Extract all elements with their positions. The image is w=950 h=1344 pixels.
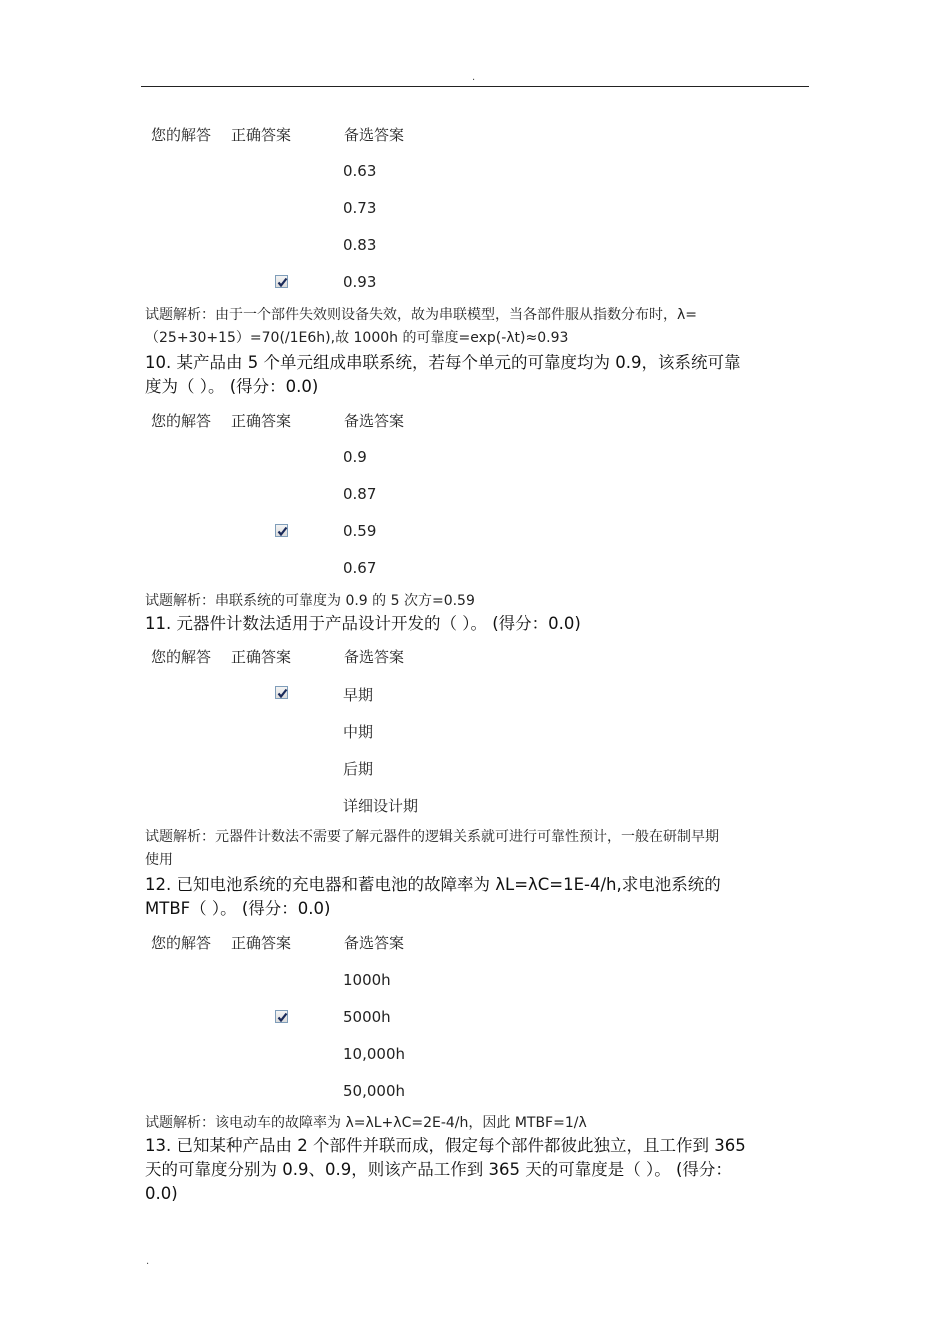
col-correct-answer: 正确答案 (231, 648, 292, 666)
col-your-answer: 您的解答 (151, 648, 212, 666)
option: 0.87 (343, 485, 377, 503)
col-options: 备选答案 (344, 648, 405, 666)
explanation-line: 试题解析：该电动车的故障率为 λ=λL+λC=2E-4/h，因此 MTBF=1/λ (145, 1115, 587, 1131)
correct-checkbox-icon (275, 524, 288, 537)
question-11-explanation (145, 826, 835, 872)
option: 0.67 (343, 559, 377, 577)
question-10-explanation (145, 590, 835, 613)
option: 中期 (343, 723, 374, 741)
explanation-line: （25+30+15）=70(/1E6h),故 1000h 的可靠度=exp(-λt)≈0.93 (145, 330, 569, 346)
option: 0.73 (343, 199, 377, 217)
explanation-line: 试题解析：元器件计数法不需要了解元器件的逻辑关系就可进行可靠性预计，一般在研制早期 (145, 829, 719, 845)
question-13 (145, 1134, 845, 1206)
option: 50,000h (343, 1082, 405, 1100)
col-your-answer: 您的解答 (151, 412, 212, 430)
question-text: 度为（ ）。 (得分：0.0) (145, 377, 319, 396)
col-correct-answer: 正确答案 (231, 126, 292, 144)
col-options: 备选答案 (344, 934, 405, 952)
question-12 (145, 873, 845, 921)
explanation-line: 试题解析：串联系统的可靠度为 0.9 的 5 次方=0.59 (145, 593, 475, 609)
col-your-answer: 您的解答 (151, 934, 212, 952)
option: 0.9 (343, 448, 367, 466)
explanation-line: 使用 (145, 852, 173, 868)
option: 早期 (343, 686, 374, 704)
question-text: 天的可靠度分别为 0.9、0.9，则该产品工作到 365 天的可靠度是（ ）。 (得分： (145, 1160, 732, 1179)
correct-checkbox-icon (275, 275, 288, 288)
option: 详细设计期 (343, 797, 419, 815)
option: 1000h (343, 971, 391, 989)
question-text: MTBF（ ）。 (得分：0.0) (145, 899, 331, 918)
col-correct-answer: 正确答案 (231, 934, 292, 952)
col-your-answer: 您的解答 (151, 126, 212, 144)
header-dot: . (472, 72, 476, 83)
option: 0.83 (343, 236, 377, 254)
question-10 (145, 351, 845, 399)
question-text: 10. 某产品由 5 个单元组成串联系统，若每个单元的可靠度均为 0.9，该系统可靠 (145, 353, 741, 372)
option: 0.59 (343, 522, 377, 540)
option: 5000h (343, 1008, 391, 1026)
question-9-explanation (145, 304, 835, 350)
correct-checkbox-icon (275, 1010, 288, 1023)
option: 0.93 (343, 273, 377, 291)
question-11 (145, 612, 845, 636)
question-text: 12. 已知电池系统的充电器和蓄电池的故障率为 λL=λC=1E-4/h,求电池系统的 (145, 875, 721, 894)
correct-checkbox-icon (275, 686, 288, 699)
header-rule (141, 86, 809, 87)
col-correct-answer: 正确答案 (231, 412, 292, 430)
question-text: 11. 元器件计数法适用于产品设计开发的（ ）。 (得分：0.0) (145, 614, 581, 633)
question-text: 13. 已知某种产品由 2 个部件并联而成，假定每个部件都彼此独立，且工作到 365 (145, 1136, 746, 1155)
option: 10,000h (343, 1045, 405, 1063)
question-text: 0.0) (145, 1184, 178, 1203)
footer-dot: . (146, 1256, 150, 1267)
question-12-explanation (145, 1112, 835, 1135)
option: 后期 (343, 760, 374, 778)
col-options: 备选答案 (344, 412, 405, 430)
option: 0.63 (343, 162, 377, 180)
col-options: 备选答案 (344, 126, 405, 144)
explanation-line: 试题解析：由于一个部件失效则设备失效，故为串联模型，当各部件服从指数分布时，λ= (145, 307, 698, 323)
